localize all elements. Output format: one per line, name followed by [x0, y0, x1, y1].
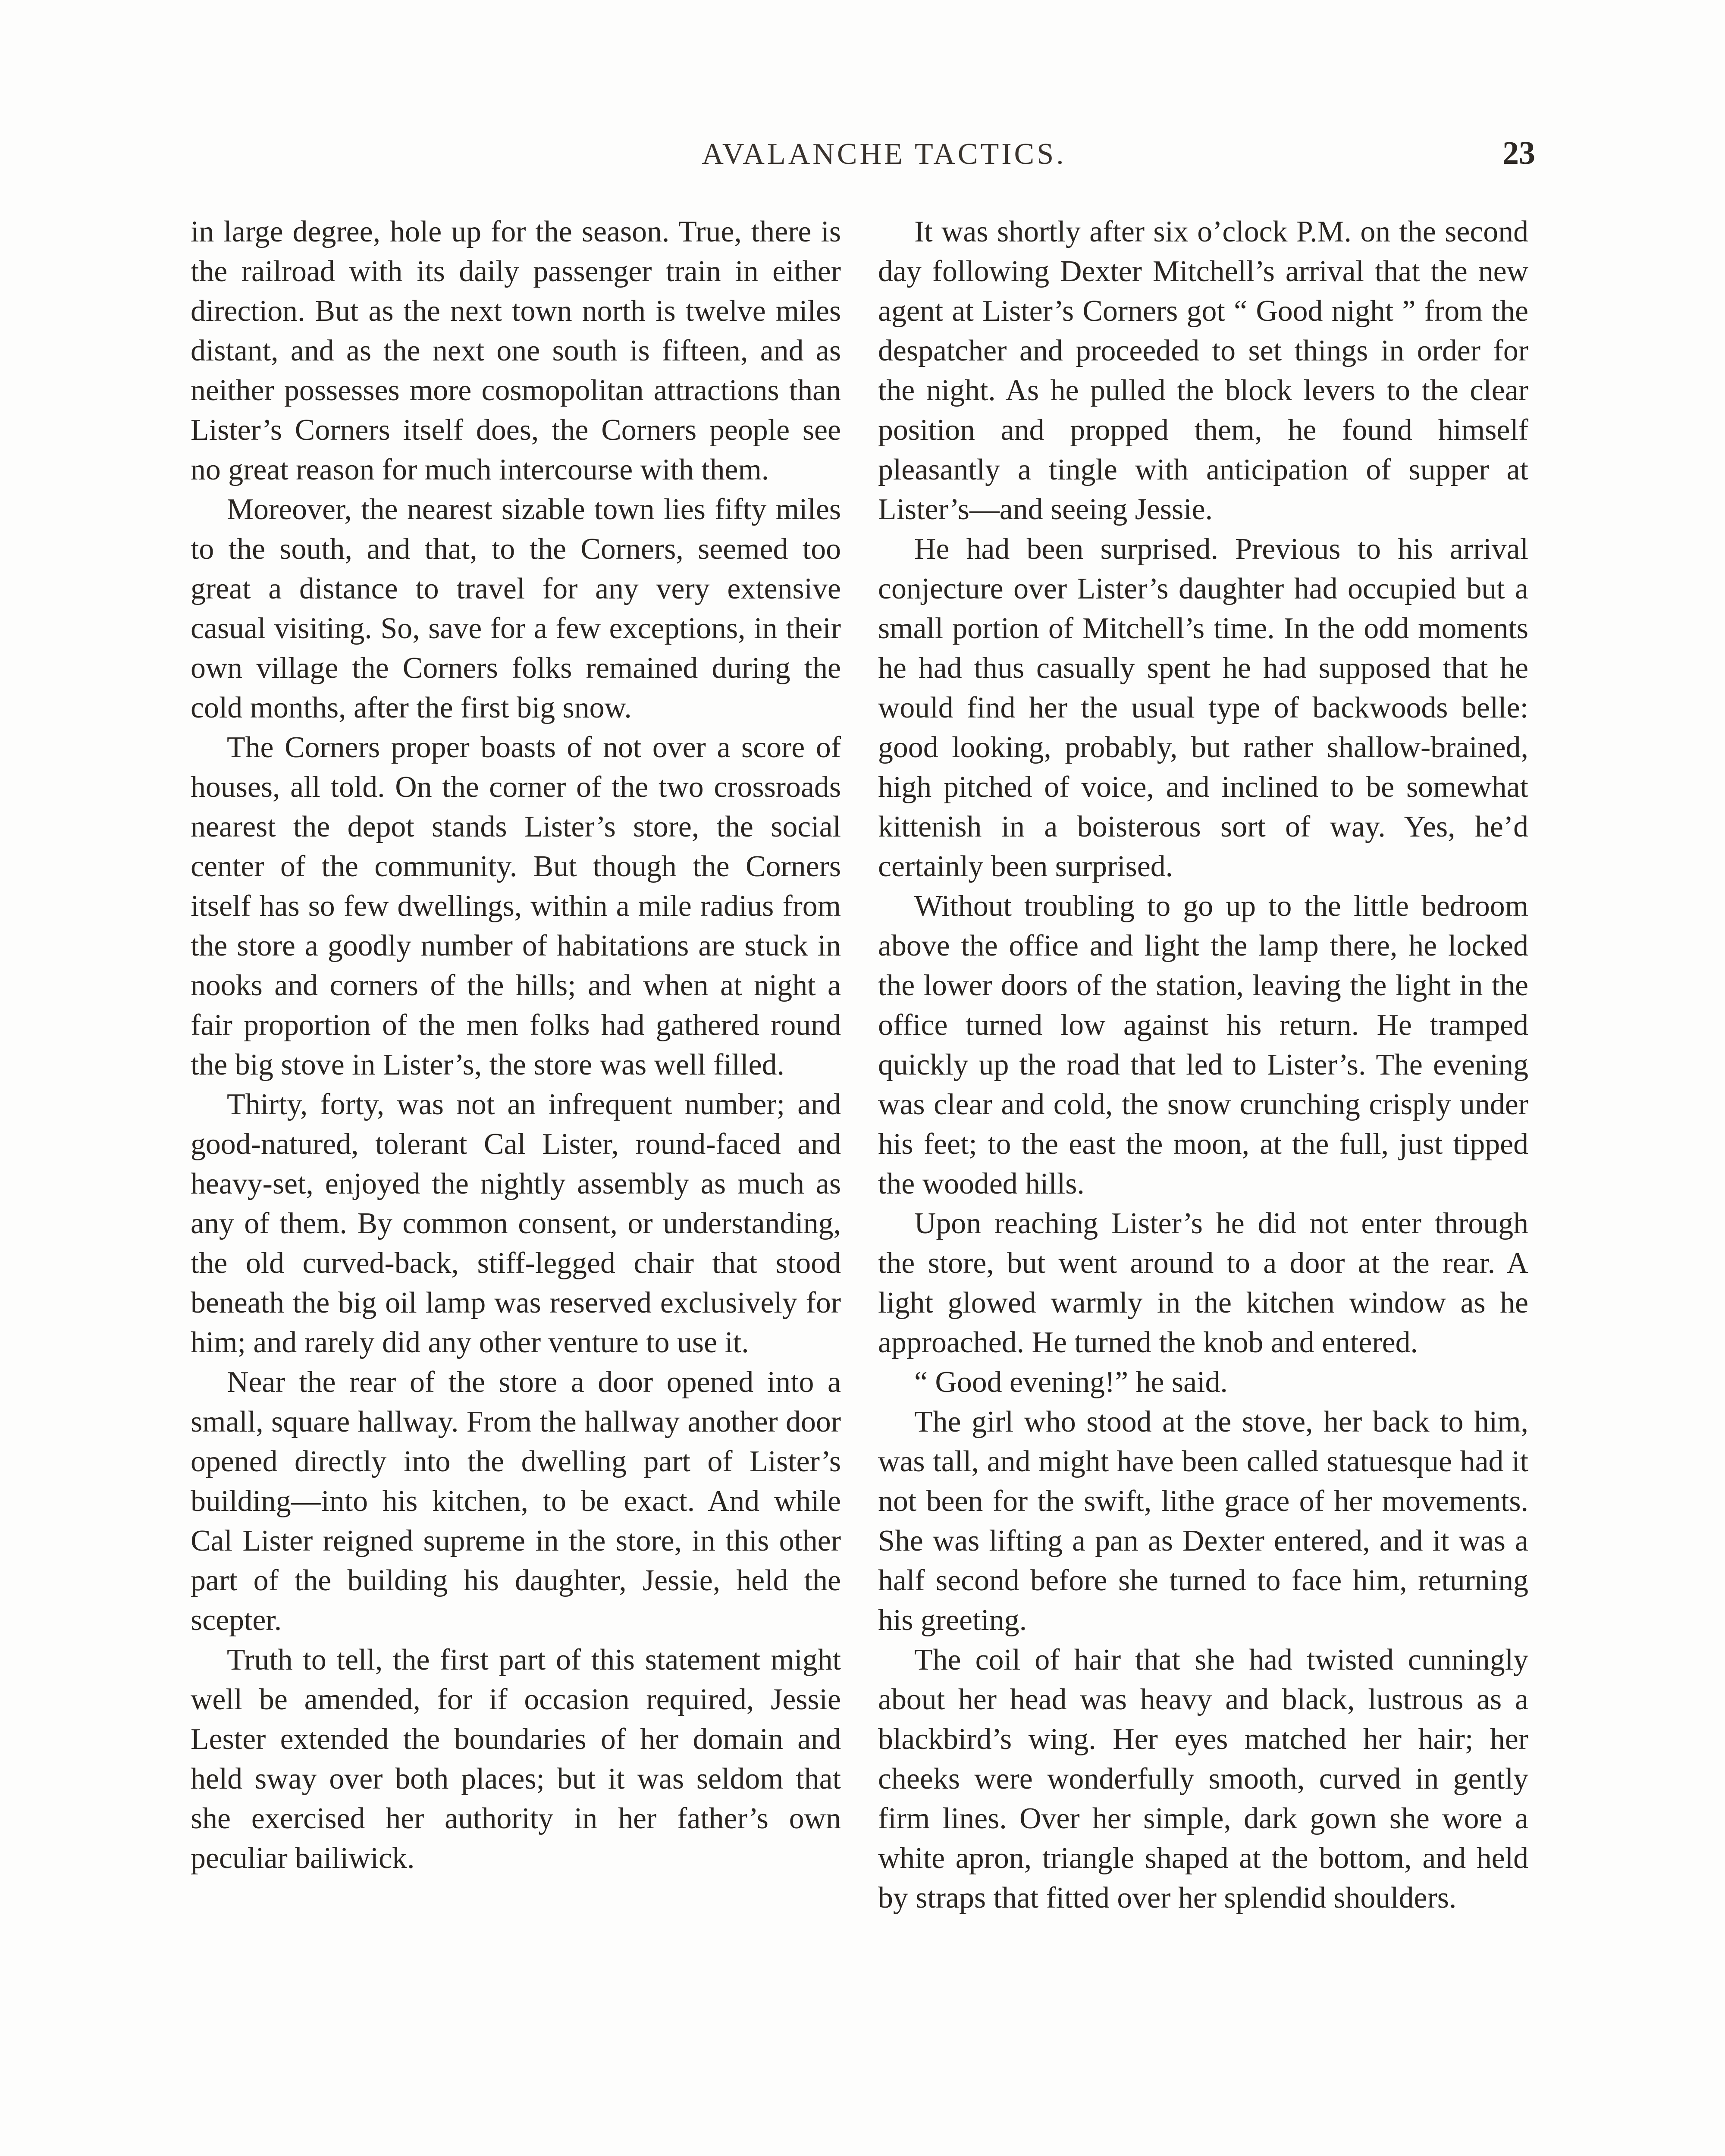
paragraph: It was shortly after six o’clock P.M. on the second day following Dexter Mitchell’s arrival that the new agent at Lister’s Corners got “ Good night ” from the despatcher and proceeded to set things in order for the night. As he pulled the block levers to the clear position and propped them, he found himself pleasantly a tingle with anticipation of supper at Lister’s—and seeing Jessie.	[878, 215, 1528, 526]
running-title: AVALANCHE TACTICS.	[702, 138, 1066, 171]
page-number: 23	[1502, 135, 1535, 171]
paragraph: Upon reaching Lister’s he did not enter through the store, but went around to a door at the rear. A light glowed warmly in the kitchen window as he approached. He turned the knob and entered.	[878, 1207, 1528, 1359]
paragraph: Thirty, forty, was not an infrequent number; and good-natured, tolerant Cal Lister, round-faced and heavy-set, enjoyed the nightly assembly as much as any of them. By common consent, or understanding, the old curved-back, stiff-legged chair that stood beneath the big oil lamp was reserved exclusively for him; and rarely did any other venture to use it.	[191, 1088, 841, 1359]
left-column	[191, 212, 841, 1878]
paragraph: Without troubling to go up to the little bedroom above the office and light the lamp there, he locked the lower doors of the station, leaving the light in the office turned low against his return. He tramped quickly up the road that led to Lister’s. The evening was clear and cold, the snow crunching crisply under his feet; to the east the moon, at the full, just tipped the wooded hills.	[878, 890, 1528, 1200]
paragraph: Truth to tell, the first part of this statement might well be amended, for if occasion required, Jessie Lester extended the boundaries of her domain and held sway over both places; but it was seldom that she exercised her authority in her father’s own peculiar bailiwick.	[191, 1643, 841, 1875]
paragraph: “ Good evening!” he said.	[914, 1366, 1228, 1399]
paragraph: The Corners proper boasts of not over a score of houses, all told. On the corner of the two crossroads nearest the depot stands Lister’s store, the social center of the community. But though the Corners itself has so few dwellings, within a mile radius from the store a goodly number of habitations are stuck in nooks and corners of the hills; and when at night a fair proportion of the men folks had gathered round the big stove in Lister’s, the store was well filled.	[191, 731, 841, 1081]
paragraph: Near the rear of the store a door opened into a small, square hallway. From the hallway another door opened directly into the dwelling part of Lister’s building—into his kitchen, to be exact. And while Cal Lister reigned supreme in the store, in this other part of the building his daughter, Jessie, held the scepter.	[191, 1366, 841, 1637]
paragraph: The coil of hair that she had twisted cunningly about her head was heavy and black, lustrous as a blackbird’s wing. Her eyes matched her hair; her cheeks were wonderfully smooth, curved in gently firm lines. Over her simple, dark gown she wore a white apron, triangle shaped at the bottom, and held by straps that fitted over her splendid shoulders.	[878, 1643, 1528, 1915]
paragraph: He had been surprised. Previous to his arrival conjecture over Lister’s daughter had occupied but a small portion of Mitchell’s time. In the odd moments he had thus casually spent he had supposed that he would find her the usual type of backwoods belle: good looking, probably, but rather shallow-brained, high pitched of voice, and inclined to be somewhat kittenish in a boisterous sort of way. Yes, he’d certainly been surprised.	[878, 533, 1528, 883]
paragraph: The girl who stood at the stove, her back to him, was tall, and might have been called statuesque had it not been for the swift, lithe grace of her movements. She was lifting a pan as Dexter entered, and it was a half second before she turned to face him, returning his greeting.	[878, 1405, 1528, 1637]
paragraph: in large degree, hole up for the season. True, there is the railroad with its daily passenger train in either direction. But as the next town north is twelve miles distant, and as the next one south is fifteen, and as neither possesses more cosmopolitan attractions than Lister’s Corners itself does, the Corners people see no great reason for much intercourse with them.	[191, 215, 841, 486]
paragraph: Moreover, the nearest sizable town lies fifty miles to the south, and that, to the Corners, seemed too great a distance to travel for any very extensive casual visiting. So, save for a few exceptions, in their own village the Corners folks remained during the cold months, after the first big snow.	[191, 493, 841, 724]
right-column	[878, 212, 1528, 1918]
